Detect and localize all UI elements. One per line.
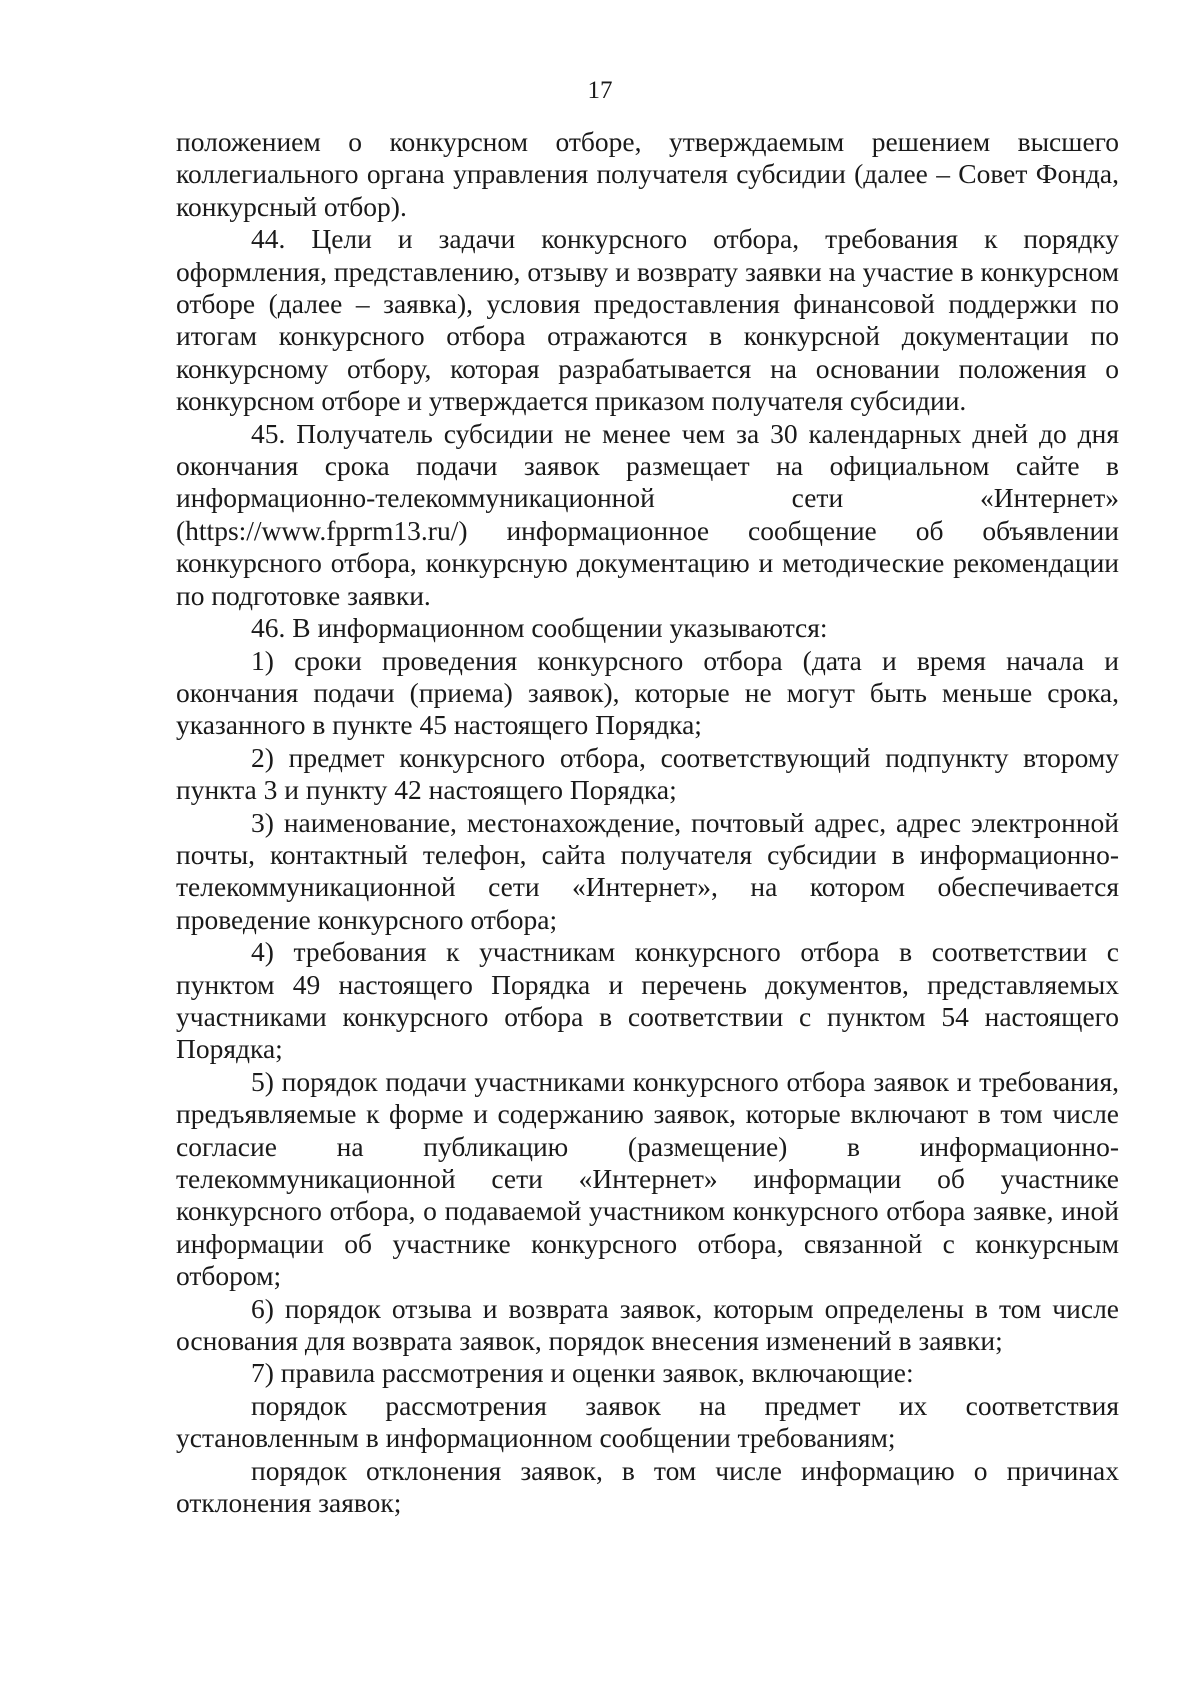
paragraph-continuation: положением о конкурсном отборе, утверждаемым решением высшего коллегиального органа управления получателя субсидии (далее – Совет Фонда, конкурсный отбор). [176,126,1119,222]
subitem-5: 5) порядок подачи участниками конкурсного отбора заявок и требования, предъявляемые к форме и содержанию заявок, которые включают в том числе согласие на публикацию (размещение) в информационно-телекоммуникационной сети «Интернет» информации об участнике конкурсного отбора, о подаваемой участником конкурсного отбора заявке, иной информации об участнике конкурсного отбора, связанной с конкурсным отбором; [176,1065,1119,1292]
subitem-2: 2) предмет конкурсного отбора, соответствующий подпункту второму пункта 3 и пункту 42 настоящего Порядка; [176,741,1119,806]
subitem-4: 4) требования к участникам конкурсного отбора в соответствии с пунктом 49 настоящего Порядка и перечень документов, представляемых участниками конкурсного отбора в соответствии с пунктом 54 настоящего Порядка; [176,936,1119,1065]
subitem-7-rejection-order: порядок отклонения заявок, в том числе информацию о причинах отклонения заявок; [176,1454,1119,1519]
subitem-7-review-order: порядок рассмотрения заявок на предмет их соответствия установленным в информационном сообщении требованиям; [176,1389,1119,1454]
paragraph-item-45: 45. Получатель субсидии не менее чем за 30 календарных дней до дня окончания срока подачи заявок размещает на официальном сайте в информационно-телекоммуникационной сети «Интернет» (https://www.fpprm13.ru/) информационное сообщение об объявлении конкурсного отбора, конкурсную документацию и методические рекомендации по подготовке заявки. [176,417,1119,611]
page-number: 17 [587,77,613,104]
paragraph-item-46: 46. В информационном сообщении указываются: [251,612,828,644]
subitem-3: 3) наименование, местонахождение, почтовый адрес, адрес электронной почты, контактный телефон, сайта получателя субсидии в информационно-телекоммуникационной сети «Интернет», на котором обеспечивается проведение конкурсного отбора; [176,806,1119,935]
subitem-1: 1) сроки проведения конкурсного отбора (дата и время начала и окончания подачи (приема) заявок), которые не могут быть меньше срока, указанного в пункте 45 настоящего Порядка; [176,644,1119,741]
document-body [176,126,1119,1519]
paragraph-item-44: 44. Цели и задачи конкурсного отбора, требования к порядку оформления, представлению, отзыву и возврату заявки на участие в конкурсном отборе (далее – заявка), условия предоставления финансовой поддержки по итогам конкурсного отбора отражаются в конкурсной документации по конкурсному отбору, которая разрабатывается на основании положения о конкурсном отборе и утверждается приказом получателя субсидии. [176,223,1119,417]
subitem-6: 6) порядок отзыва и возврата заявок, которым определены в том числе основания для возврата заявок, порядок внесения изменений в заявки; [176,1292,1119,1357]
subitem-7: 7) правила рассмотрения и оценки заявок, включающие: [251,1357,914,1389]
